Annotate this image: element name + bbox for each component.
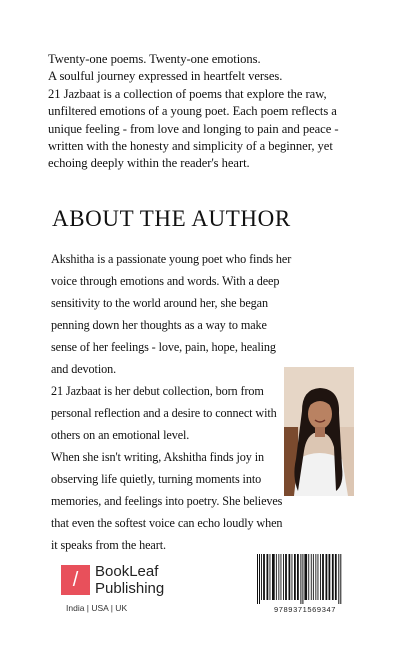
bio-line: When she isn't writing, Akshitha finds joy in [51,450,264,464]
bio-line: others on an emotional level. [51,428,190,442]
barcode-bar [335,554,337,600]
barcode-bar [297,554,299,600]
barcode-bar [289,554,291,600]
blurb-line: A soulful journey expressed in heartfelt verses. [48,69,283,84]
barcode-bar [304,554,307,600]
barcode-bar [259,554,260,604]
blurb-line: Twenty-one poems. Twenty-one emotions. [48,52,261,66]
barcode-bar [261,554,262,600]
barcode-bar [276,554,277,600]
bio-line: memories, and feelings into poetry. She believes [51,494,283,508]
bio-line: penning down her thoughts as a way to make [51,318,267,332]
blurb-line: unfiltered emotions of a young poet. Each poem reflects a [48,104,337,119]
barcode-bar [302,554,303,604]
barcode-bar [281,554,282,600]
barcode-bar [313,554,314,600]
bookleaf-logo-icon: / [61,565,90,595]
barcode-bar [272,554,275,600]
barcode-bar [315,554,316,600]
bio-line: that even the softest voice can echo loudly when [51,516,283,530]
barcode-bar [308,554,309,600]
isbn-number: 9789371569347 [273,605,337,614]
author-portrait-illustration [284,367,354,496]
author-bio [51,248,291,556]
publisher-name-line2: Publishing [95,580,165,597]
bio-line: 21 Jazbaat is her debut collection, born from [51,384,264,398]
barcode-bar [283,554,284,600]
barcode-bar [257,554,258,604]
publisher-name [95,563,164,597]
blurb-line: unique feeling - from love and longing to pain and peace - [48,121,339,136]
bio-line: personal reflection and a desire to connect with [51,406,277,420]
bio-line: sense of her feelings - love, pain, hope, healing [51,340,276,354]
isbn-barcode [255,554,355,604]
about-author-heading: ABOUT THE AUTHOR [52,206,291,231]
bio-line: Akshitha is a passionate young poet who finds her [51,252,292,266]
barcode-bar [300,554,301,604]
blurb-line: 21 Jazbaat is a collection of poems that explore the raw, [48,86,327,101]
barcode-bar [278,554,279,600]
bio-line: and devotion. [51,362,117,376]
barcode-bar [338,554,339,604]
publisher-countries: India | USA | UK [66,603,128,613]
author-photo [284,367,354,496]
barcode-bar [320,554,321,600]
barcode-bar [267,554,269,600]
barcode-bar [332,554,334,600]
barcode-bar [270,554,271,600]
barcode-bar [329,554,331,600]
bio-line: observing life quietly, turning moments into [51,472,262,486]
barcode-bar [322,554,324,600]
publisher-name-line1: BookLeaf [95,563,159,580]
barcode-bar [311,554,312,600]
barcode-bar [326,554,328,600]
barcode-bar [263,554,265,600]
barcode-bar [292,554,293,600]
barcode-bar [285,554,287,600]
barcode-bar [318,554,319,600]
bio-line: voice through emotions and words. With a deep [51,274,280,288]
blurb-line: echoing deeply within the reader's heart. [48,156,250,171]
book-blurb [48,51,378,173]
bio-line: it speaks from the heart. [51,538,166,552]
barcode-bar [340,554,341,604]
barcode-bar [294,554,296,600]
bio-line: sensitivity to the world around her, she began [51,296,268,310]
blurb-line: written with the honesty and simplicity of a beginner, yet [48,139,333,154]
